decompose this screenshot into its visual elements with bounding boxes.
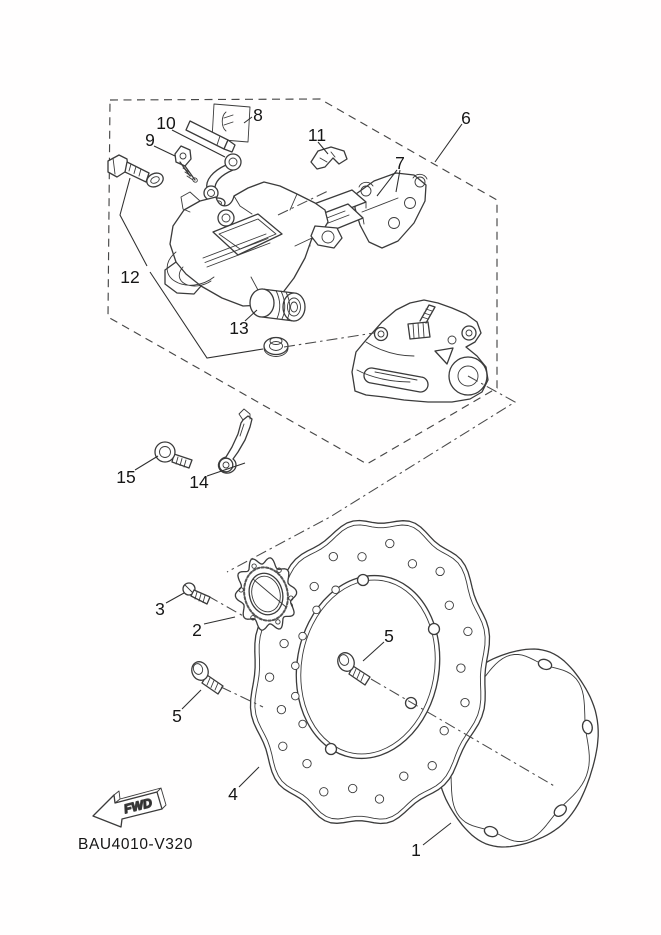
fwd-label: FWD [122, 795, 154, 817]
slide-bolt-graphic [108, 155, 165, 189]
callout-5-left: 5 [172, 706, 182, 726]
callout-6: 6 [461, 108, 471, 128]
piston-graphic [250, 289, 305, 321]
assembly-boundary-outline [108, 99, 497, 464]
disc-bolt-left-graphic [189, 659, 223, 694]
caliper-bracket-graphic [352, 300, 488, 402]
callout-11: 11 [307, 125, 327, 145]
callout-7: 7 [395, 153, 405, 173]
callout-9: 9 [145, 130, 155, 150]
pad-spring-graphic [311, 147, 347, 169]
callout-4: 4 [228, 784, 238, 804]
callout-8: 8 [253, 105, 263, 125]
callout-2: 2 [192, 620, 202, 640]
bleed-screw-graphic [175, 146, 198, 183]
callout-5-right: 5 [384, 626, 394, 646]
drawing-code: BAU4010-V320 [78, 836, 193, 853]
sensor-ring-screw-graphic [183, 583, 210, 604]
callout-3: 3 [155, 599, 165, 619]
stay-arm-graphic [218, 409, 252, 473]
callout-14: 14 [189, 472, 209, 492]
callout-10: 10 [156, 113, 176, 133]
caliper-body-graphic [165, 182, 342, 306]
callout-12: 12 [120, 267, 140, 287]
socket-bolt-graphic [155, 442, 192, 468]
pad-pin-graphic [186, 104, 250, 152]
fwd-arrow [93, 788, 166, 827]
callout-13: 13 [229, 318, 249, 338]
callout-15: 15 [116, 467, 136, 487]
callout-1: 1 [411, 840, 421, 860]
